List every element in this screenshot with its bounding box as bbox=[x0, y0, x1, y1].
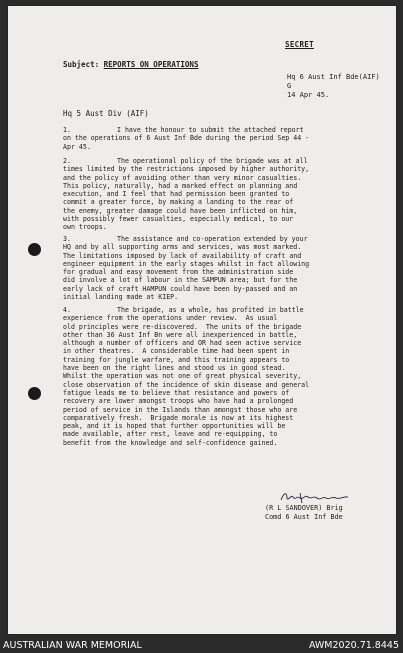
signature-block bbox=[265, 504, 343, 521]
paragraph-3 bbox=[63, 235, 363, 301]
classification-marking: SECRET bbox=[285, 40, 314, 49]
sender-line: 14 Apr 45. bbox=[287, 91, 330, 99]
punch-hole-bottom bbox=[28, 387, 41, 400]
punch-hole-top bbox=[28, 243, 41, 256]
subject-line bbox=[63, 60, 198, 69]
sender-block bbox=[287, 73, 380, 100]
subject-value: REPORTS ON OPERATIONS bbox=[103, 60, 199, 69]
paragraph-number: 4. bbox=[63, 306, 71, 314]
paragraph-text: The assistance and co-operation extended by your HQ and by all supporting arms and services, was most marked. The limitations imposed by lack of availability of craft and engineer equipment in the early stages whilst in fact allowing for gradual and easy movement from the administration side did involve a lot of labour in the SAMPUN area; but for the early lack of craft HAMPUN could have been by-passed and an initial landing made at KIEP. bbox=[63, 235, 310, 302]
subject-label: Subject: bbox=[63, 60, 100, 69]
signature-title: Comd 6 Aust Inf Bde bbox=[265, 512, 343, 521]
footer-institution: AUSTRALIAN WAR MEMORIAL bbox=[3, 640, 142, 651]
paragraph-number: 1. bbox=[63, 126, 71, 134]
paragraph-number: 3. bbox=[63, 235, 71, 243]
sender-line: Hq 6 Aust Inf Bde(AIF) bbox=[287, 73, 380, 81]
paragraph-1 bbox=[63, 126, 363, 151]
addressee: Hq 5 Aust Div (AIF) bbox=[63, 109, 149, 118]
signature-name: (R L SANDOVER) Brig bbox=[265, 504, 343, 512]
footer-accession-number: AWM2020.71.8445 bbox=[308, 640, 399, 651]
paragraph-text: The operational policy of the brigade was at all times limited by the restrictions imposed by higher authority, and the policy of avoiding other than very minor casualties. This policy, naturally, had a marked effect on planning and execution, and I feel that had permission been granted to commit a greater force, by making a landing to the rear of the enemy, greater damage could have been inflicted on him, with possibly fewer casualties, especially medical, to our own troops. bbox=[63, 157, 310, 232]
archive-footer bbox=[0, 639, 403, 653]
paragraph-4 bbox=[63, 306, 363, 447]
paragraph-2 bbox=[63, 157, 363, 232]
paragraph-text: I have the honour to submit the attached report on the operations of 6 Aust Inf Bde during the period Sep 44 - Apr 45. bbox=[63, 126, 310, 151]
sender-line: G bbox=[287, 82, 292, 90]
paragraph-number: 2. bbox=[63, 157, 71, 165]
paragraph-text: The brigade, as a whole, has profited in battle experience from the operations under review. As usual old principles were re-discovered. The units of the brigade other than 36 Aust Inf Bn were all inexperienced in battle, although a number of officers and OR had seen active service in other theatres. A considerable time had been spent in training for jungle warfare, and this training appears to have been on the right lines and stood us in good stead. Whilst the operation was not one of great physical severity, close observation of the incidence of skin disease and general fatigue leads me to believe that resistance and powers of recovery are lower amongst troops who have had a prolonged period of service in the Islands than amongst those who are comparatively fresh. Brigade morale is now at its highest peak, and it is hoped that further opportunities will be made available, after rest, leave and re-equipping, to benefit from the knowledge and self-confidence gained. bbox=[63, 306, 310, 447]
